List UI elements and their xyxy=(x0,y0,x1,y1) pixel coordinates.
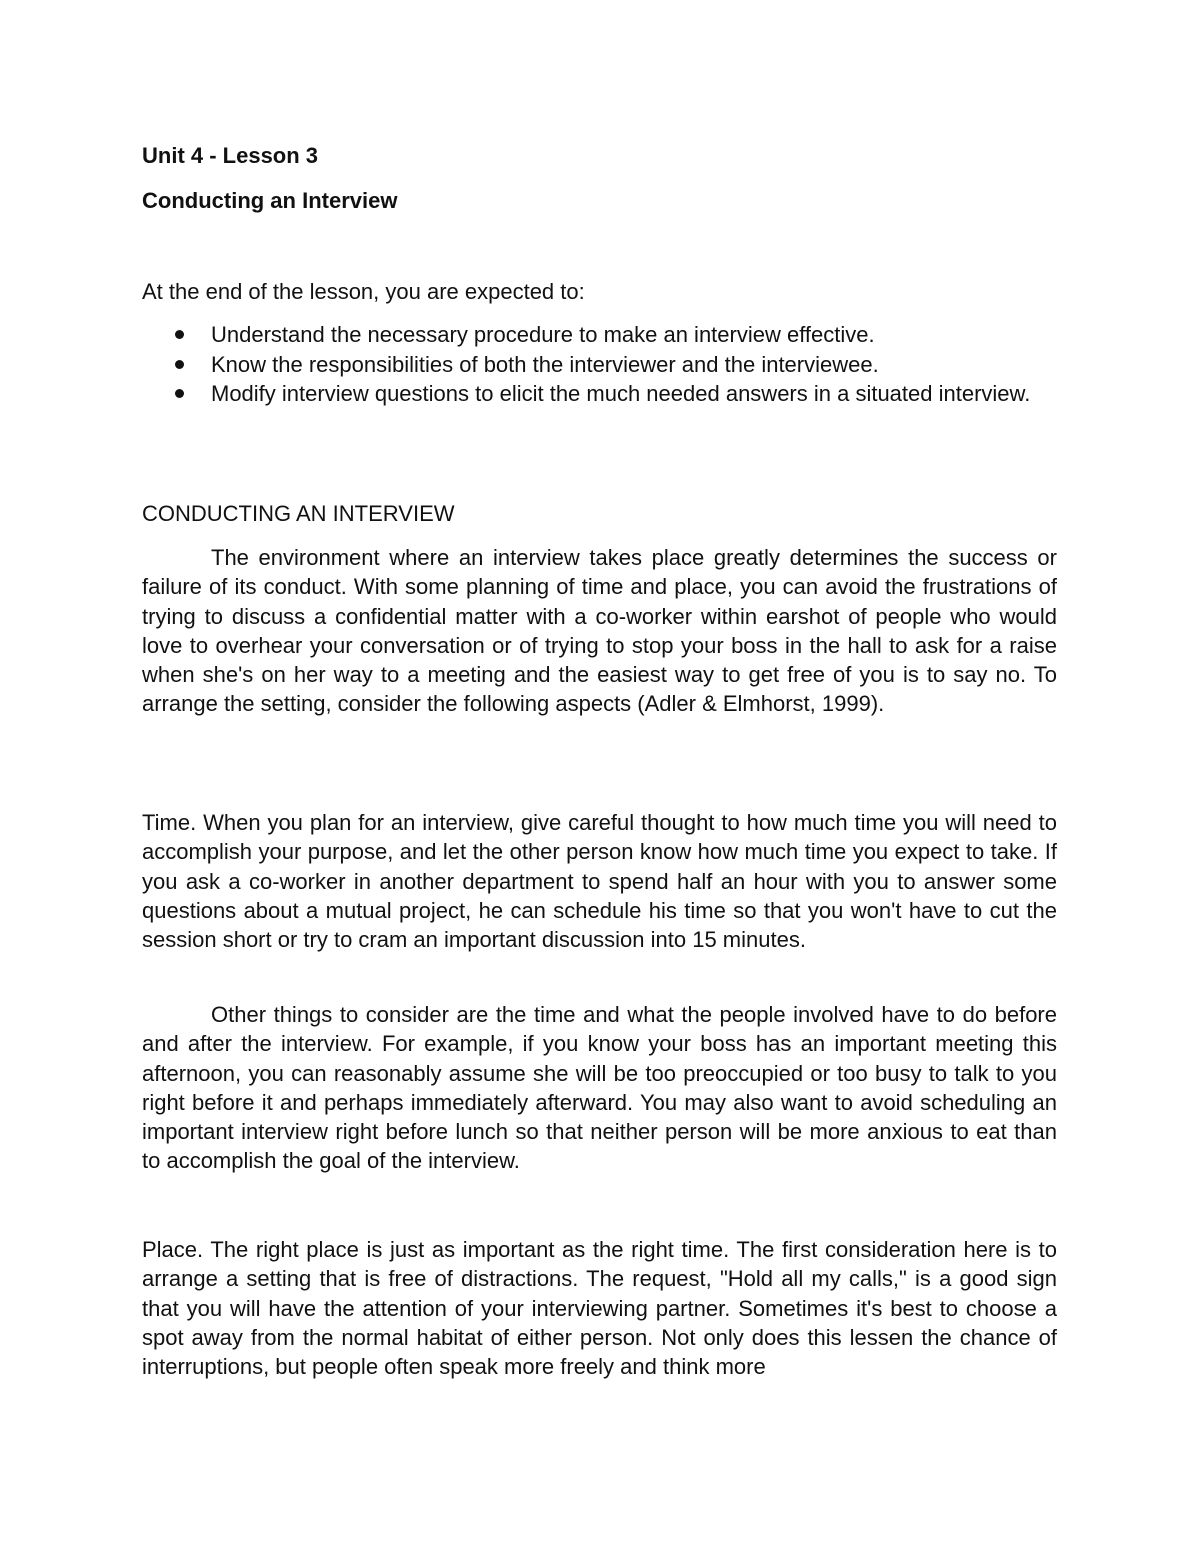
objective-text: Know the responsibilities of both the interviewer and the interviewee. xyxy=(211,351,879,377)
bullet-icon xyxy=(175,330,184,339)
objectives-intro: At the end of the lesson, you are expected to: xyxy=(142,279,585,304)
list-item xyxy=(142,320,1057,350)
lesson-title: Conducting an Interview xyxy=(142,188,398,213)
paragraph-other-things: Other things to consider are the time and what the people involved have to do before and after the interview. For example, if you know your boss has an important meeting this afternoon, you can reasonably assume she will be too preoccupied or too busy to talk to you right before it and perhaps immediately afterward. You may also want to avoid scheduling an important interview right before lunch so that neither person will be more anxious to eat than to accomplish the goal of the interview. xyxy=(142,1002,1057,1174)
list-item xyxy=(142,379,1057,409)
bullet-icon xyxy=(175,389,184,398)
list-item xyxy=(142,350,1057,380)
paragraph-environment: The environment where an interview takes place greatly determines the success or failure of its conduct. With some planning of time and place, you can avoid the frustrations of trying to discuss a confidential matter with a co-worker within earshot of people who would love to overhear your conversation or of trying to stop your boss in the hall to ask for a raise when she's on her way to a meeting and the easiest way to get free of you is to say no. To arrange the setting, consider the following aspects (Adler & Elmhorst, 1999). xyxy=(142,545,1057,717)
section-heading: CONDUCTING AN INTERVIEW xyxy=(142,501,455,526)
unit-title: Unit 4 - Lesson 3 xyxy=(142,143,319,168)
paragraph-time: Time. When you plan for an interview, give careful thought to how much time you will need to accomplish your purpose, and let the other person know how much time you expect to take. If you ask a co-worker in another department to spend half an hour with you to answer some questions about a mutual project, he can schedule his time so that you won't have to cut the session short or try to cram an important discussion into 15 minutes. xyxy=(142,810,1057,953)
objective-text: Modify interview questions to elicit the much needed answers in a situated interview. xyxy=(211,381,1031,406)
objectives-list xyxy=(142,320,1057,409)
paragraph-place: Place. The right place is just as important as the right time. The first consideration here is to arrange a setting that is free of distractions. The request, "Hold all my calls," is a good sign that you will have the attention of your interviewing partner. Sometimes it's best to choose a spot away from the normal habitat of either person. Not only does this lessen the chance of interruptions, but people often speak more freely and think more xyxy=(142,1237,1057,1380)
objective-text: Understand the necessary procedure to make an interview effective. xyxy=(211,322,875,347)
bullet-icon xyxy=(175,360,184,369)
